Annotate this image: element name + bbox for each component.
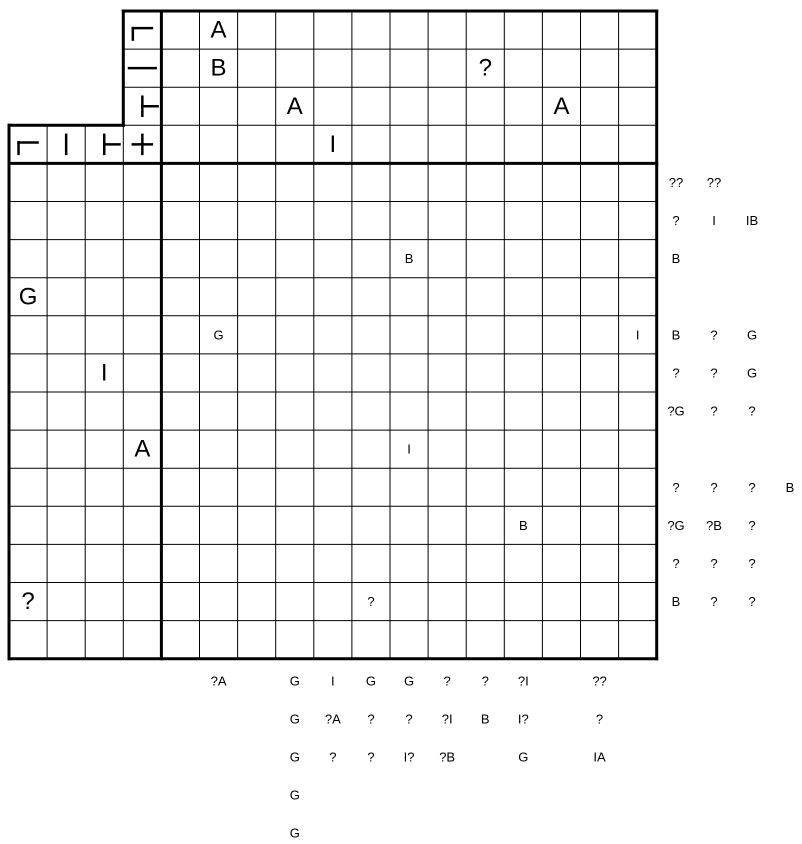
grid-cell[interactable] xyxy=(161,392,199,430)
grid-cell[interactable] xyxy=(200,506,238,544)
grid-cell[interactable] xyxy=(581,544,619,582)
grid-cell[interactable] xyxy=(428,202,466,240)
grid-cell[interactable] xyxy=(390,468,428,506)
corner-key-icon xyxy=(133,28,152,39)
grid-cell[interactable] xyxy=(200,621,238,659)
grid-cell[interactable] xyxy=(352,430,390,468)
bottom-clue-panel xyxy=(211,674,607,841)
grid-cell[interactable] xyxy=(542,354,580,392)
grid-cell[interactable] xyxy=(238,544,276,582)
grid-cell[interactable] xyxy=(314,240,352,278)
grid-cell[interactable] xyxy=(542,392,580,430)
grid-cell[interactable] xyxy=(504,316,542,354)
right-clue: B xyxy=(671,327,681,343)
column-header-letter: A xyxy=(553,92,570,120)
grid-cell[interactable] xyxy=(542,544,580,582)
grid-cell[interactable] xyxy=(428,354,466,392)
right-clue: G xyxy=(746,365,758,381)
grid-cell[interactable] xyxy=(314,468,352,506)
grid-cell[interactable] xyxy=(428,163,466,201)
right-clue: ? xyxy=(710,555,718,571)
grid-cell[interactable] xyxy=(352,468,390,506)
grid-cell[interactable] xyxy=(428,240,466,278)
grid-cell[interactable] xyxy=(161,506,199,544)
bottom-clue: ? xyxy=(443,673,451,689)
grid-cell[interactable] xyxy=(504,621,542,659)
grid-cell[interactable] xyxy=(314,506,352,544)
bottom-clue: ?A xyxy=(210,673,227,689)
grid-cell[interactable] xyxy=(428,430,466,468)
grid-cell[interactable] xyxy=(581,621,619,659)
right-clue: ? xyxy=(710,479,718,495)
grid-mark: B xyxy=(404,251,414,267)
grid-cell[interactable] xyxy=(238,506,276,544)
right-clue: ? xyxy=(748,555,756,571)
grid-cell[interactable] xyxy=(200,392,238,430)
grid-cell[interactable] xyxy=(504,430,542,468)
corner-key-icon xyxy=(19,142,38,153)
grid-cell[interactable] xyxy=(466,430,504,468)
grid-cell[interactable] xyxy=(161,354,199,392)
grid-cell[interactable] xyxy=(238,202,276,240)
grid-cell[interactable] xyxy=(542,430,580,468)
right-clue-panel xyxy=(667,175,794,609)
grid-cell[interactable] xyxy=(200,278,238,316)
grid-cell[interactable] xyxy=(504,278,542,316)
grid-cell[interactable] xyxy=(504,240,542,278)
grid-cell[interactable] xyxy=(314,163,352,201)
grid-cell[interactable] xyxy=(504,544,542,582)
grid-cell[interactable] xyxy=(161,544,199,582)
bottom-clue: ? xyxy=(481,673,489,689)
grid-cell[interactable] xyxy=(466,240,504,278)
grid-cell[interactable] xyxy=(352,278,390,316)
grid-cell[interactable] xyxy=(276,430,314,468)
column-header-letter: A xyxy=(286,92,303,120)
grid-cell[interactable] xyxy=(542,583,580,621)
row-header-letter: G xyxy=(18,283,38,311)
bottom-clue: ? xyxy=(595,711,604,727)
grid-cell[interactable] xyxy=(314,316,352,354)
column-header-letter: ? xyxy=(478,54,492,82)
grid-cell[interactable] xyxy=(200,354,238,392)
grid-cell[interactable] xyxy=(161,278,199,316)
grid-cell[interactable] xyxy=(581,430,619,468)
grid-cell[interactable] xyxy=(619,202,657,240)
grid-cell[interactable] xyxy=(161,240,199,278)
grid-mark: B xyxy=(519,517,528,533)
grid-cell[interactable] xyxy=(619,506,657,544)
bottom-clue: G xyxy=(289,749,300,765)
grid-cell[interactable] xyxy=(581,316,619,354)
right-clue: B xyxy=(671,594,681,610)
grid-cell[interactable] xyxy=(466,583,504,621)
grid-cell[interactable] xyxy=(161,316,199,354)
right-clue: ? xyxy=(748,594,756,610)
bottom-clue: I xyxy=(331,673,335,689)
grid-cell[interactable] xyxy=(619,583,657,621)
grid-cell[interactable] xyxy=(238,316,276,354)
grid-cell[interactable] xyxy=(428,544,466,582)
right-clue: IB xyxy=(745,213,759,229)
grid-cell[interactable] xyxy=(619,544,657,582)
grid-cell[interactable] xyxy=(581,278,619,316)
row-header-letter: A xyxy=(134,435,151,463)
grid-cell[interactable] xyxy=(581,354,619,392)
right-clue: ?? xyxy=(706,174,722,190)
t-key-icon xyxy=(104,135,119,154)
bottom-clue: ? xyxy=(329,749,337,765)
grid-cell[interactable] xyxy=(161,202,199,240)
bottom-clue: G xyxy=(365,673,377,689)
grid-cell[interactable] xyxy=(542,240,580,278)
grid-cell[interactable] xyxy=(352,621,390,659)
grid-cell[interactable] xyxy=(314,430,352,468)
bottom-clue: B xyxy=(480,711,490,727)
right-clue: ?G xyxy=(667,517,685,533)
grid-cell[interactable] xyxy=(200,430,238,468)
grid-cell[interactable] xyxy=(314,202,352,240)
grid-cell[interactable] xyxy=(161,163,199,201)
bottom-clue: ?I xyxy=(441,711,453,727)
grid-cell[interactable] xyxy=(238,468,276,506)
grid-cell[interactable] xyxy=(276,392,314,430)
grid-cell[interactable] xyxy=(466,621,504,659)
grid-cell[interactable] xyxy=(238,392,276,430)
grid-cell[interactable] xyxy=(542,163,580,201)
grid-cell[interactable] xyxy=(200,468,238,506)
bottom-clue: I? xyxy=(517,711,529,727)
grid-cell[interactable] xyxy=(200,544,238,582)
grid-cell[interactable] xyxy=(504,354,542,392)
grid-cell[interactable] xyxy=(200,202,238,240)
right-clue: ?? xyxy=(668,174,684,190)
grid-cell[interactable] xyxy=(390,583,428,621)
right-clue: G xyxy=(746,327,758,343)
bottom-clue: ? xyxy=(405,711,413,727)
grid-cell[interactable] xyxy=(352,544,390,582)
bottom-clue: G xyxy=(289,825,300,841)
grid-cells[interactable] xyxy=(161,163,656,658)
grid-cell[interactable] xyxy=(390,354,428,392)
grid-mark: I xyxy=(407,441,411,457)
grid-cell[interactable] xyxy=(542,506,580,544)
right-clue: ? xyxy=(710,365,718,381)
grid-mark: I xyxy=(635,327,640,343)
right-clue: ? xyxy=(710,594,718,610)
grid-cell[interactable] xyxy=(161,468,199,506)
grid-cell[interactable] xyxy=(352,202,390,240)
grid-cell[interactable] xyxy=(161,430,199,468)
grid-cell[interactable] xyxy=(504,163,542,201)
t-key-icon xyxy=(142,97,157,116)
grid-cell[interactable] xyxy=(314,583,352,621)
grid-cell[interactable] xyxy=(276,583,314,621)
grid-cell[interactable] xyxy=(276,506,314,544)
grid-cell[interactable] xyxy=(542,316,580,354)
row-header-letter: I xyxy=(100,359,108,387)
grid-cell[interactable] xyxy=(619,278,657,316)
right-clue: ? xyxy=(710,403,718,419)
grid-cell[interactable] xyxy=(542,202,580,240)
grid-cell[interactable] xyxy=(466,544,504,582)
grid-cell[interactable] xyxy=(466,354,504,392)
grid-cell[interactable] xyxy=(619,240,657,278)
grid-cell[interactable] xyxy=(581,202,619,240)
grid-cell[interactable] xyxy=(542,278,580,316)
grid-cell[interactable] xyxy=(466,163,504,201)
grid-cell[interactable] xyxy=(581,240,619,278)
right-clue: B xyxy=(785,479,795,495)
grid-cell[interactable] xyxy=(314,544,352,582)
grid-cell[interactable] xyxy=(428,316,466,354)
grid-cell[interactable] xyxy=(238,163,276,201)
row-header-letter: ? xyxy=(21,588,35,616)
grid-cell[interactable] xyxy=(581,468,619,506)
grid-cell[interactable] xyxy=(428,392,466,430)
grid-cell[interactable] xyxy=(581,392,619,430)
grid-cell[interactable] xyxy=(352,316,390,354)
grid-cell[interactable] xyxy=(504,392,542,430)
grid-cell[interactable] xyxy=(314,392,352,430)
grid-cell[interactable] xyxy=(352,240,390,278)
grid-cell[interactable] xyxy=(428,583,466,621)
bottom-clue: ?A xyxy=(324,711,341,727)
right-clue: I xyxy=(712,213,716,229)
grid-cell[interactable] xyxy=(390,621,428,659)
grid-cell[interactable] xyxy=(504,468,542,506)
grid-cell[interactable] xyxy=(619,392,657,430)
cross-key-icon xyxy=(133,135,152,154)
grid-cell[interactable] xyxy=(276,544,314,582)
grid-cell[interactable] xyxy=(390,506,428,544)
grid-cell[interactable] xyxy=(238,278,276,316)
bottom-clue: ?? xyxy=(592,673,607,689)
grid-cell[interactable] xyxy=(390,278,428,316)
grid-cell[interactable] xyxy=(314,354,352,392)
row-header-letters xyxy=(19,283,151,615)
grid-cell[interactable] xyxy=(238,621,276,659)
grid-cell[interactable] xyxy=(390,544,428,582)
grid-cell[interactable] xyxy=(352,506,390,544)
right-clue: ? xyxy=(672,365,680,381)
grid-cell[interactable] xyxy=(390,316,428,354)
grid-cell[interactable] xyxy=(466,506,504,544)
grid-cell[interactable] xyxy=(390,392,428,430)
right-clue: ? xyxy=(748,403,756,419)
bottom-clue: ?B xyxy=(439,749,456,765)
grid-cell[interactable] xyxy=(619,468,657,506)
grid-cell[interactable] xyxy=(238,430,276,468)
grid-cell[interactable] xyxy=(390,202,428,240)
grid-cell[interactable] xyxy=(466,202,504,240)
right-clue: ? xyxy=(672,479,680,495)
right-clue: B xyxy=(671,251,681,267)
grid-mark: G xyxy=(213,327,224,343)
grid-cell[interactable] xyxy=(276,621,314,659)
grid-cell[interactable] xyxy=(200,583,238,621)
bottom-clue: ? xyxy=(367,749,375,765)
bottom-clue: G xyxy=(403,673,415,689)
column-header-letter: B xyxy=(210,54,227,82)
grid-cell[interactable] xyxy=(238,354,276,392)
grid-cell[interactable] xyxy=(466,316,504,354)
grid-cell[interactable] xyxy=(504,202,542,240)
right-clue: ? xyxy=(710,327,718,343)
grid-cell[interactable] xyxy=(428,506,466,544)
grid-cell[interactable] xyxy=(619,354,657,392)
grid-cell[interactable] xyxy=(428,621,466,659)
grid-cell[interactable] xyxy=(352,392,390,430)
grid-cell[interactable] xyxy=(161,621,199,659)
bottom-clue: I? xyxy=(403,749,415,765)
grid-cell[interactable] xyxy=(314,278,352,316)
bottom-clue: IA xyxy=(593,749,606,765)
grid-cell[interactable] xyxy=(466,468,504,506)
grid-cell[interactable] xyxy=(390,163,428,201)
right-clue: ?G xyxy=(667,403,685,419)
grid-cell[interactable] xyxy=(200,240,238,278)
bottom-clue: G xyxy=(289,711,300,727)
grid-cell[interactable] xyxy=(428,468,466,506)
grid-cell[interactable] xyxy=(200,163,238,201)
bottom-clue: ? xyxy=(367,711,375,727)
grid-cell[interactable] xyxy=(466,392,504,430)
grid-cell[interactable] xyxy=(238,583,276,621)
right-clue: ? xyxy=(672,555,680,571)
grid-cell[interactable] xyxy=(276,278,314,316)
grid-cell[interactable] xyxy=(581,583,619,621)
right-clue: ? xyxy=(748,517,756,533)
bottom-clue: G xyxy=(289,673,300,689)
bottom-clue: ?I xyxy=(517,673,529,689)
column-header-letter: I xyxy=(329,130,337,158)
bottom-clue: G xyxy=(518,749,529,765)
grid-cell[interactable] xyxy=(542,621,580,659)
grid-cell[interactable] xyxy=(619,621,657,659)
grid-cell[interactable] xyxy=(276,163,314,201)
grid-cell[interactable] xyxy=(161,583,199,621)
grid-cell[interactable] xyxy=(238,240,276,278)
right-clue: ? xyxy=(748,479,756,495)
grid-cell[interactable] xyxy=(504,583,542,621)
grid-cell[interactable] xyxy=(542,468,580,506)
grid-cell[interactable] xyxy=(466,278,504,316)
right-clue: ? xyxy=(672,213,680,229)
grid-cell[interactable] xyxy=(619,430,657,468)
grid-cell[interactable] xyxy=(352,354,390,392)
bottom-clue: G xyxy=(289,787,300,803)
grid-cell[interactable] xyxy=(352,163,390,201)
grid-cell[interactable] xyxy=(581,506,619,544)
grid-cell[interactable] xyxy=(276,354,314,392)
grid-cell[interactable] xyxy=(276,468,314,506)
grid-cell[interactable] xyxy=(276,202,314,240)
grid-cell[interactable] xyxy=(276,240,314,278)
grid-cell[interactable] xyxy=(619,163,657,201)
grid-cell[interactable] xyxy=(581,163,619,201)
grid-cell[interactable] xyxy=(428,278,466,316)
grid-mark: ? xyxy=(367,594,375,610)
grid-cell[interactable] xyxy=(314,621,352,659)
key-icons-row xyxy=(19,28,158,154)
column-header-letter: A xyxy=(210,16,227,44)
right-clue: ?B xyxy=(706,517,722,533)
grid-cell[interactable] xyxy=(276,316,314,354)
